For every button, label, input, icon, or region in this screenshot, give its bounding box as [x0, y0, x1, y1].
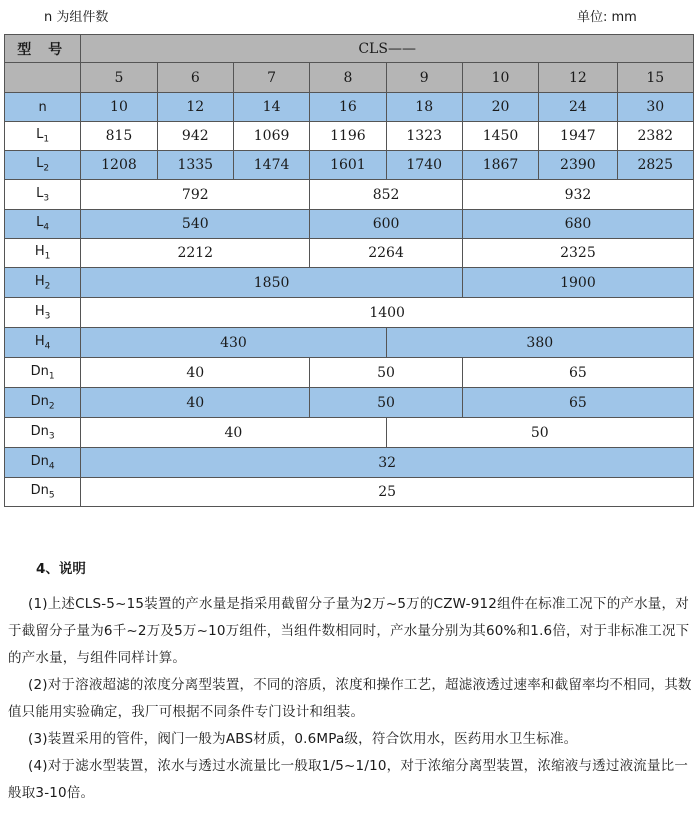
row-Dn5 — [5, 478, 694, 507]
row-label: $Dn_3$ — [5, 418, 81, 448]
cell: 1867 — [462, 151, 538, 180]
model-number: 12 — [539, 63, 617, 93]
cell: 30 — [617, 93, 693, 122]
cell: 1400 — [81, 298, 694, 328]
row-Dn2 — [5, 388, 694, 418]
cell: 24 — [539, 93, 617, 122]
cell: 40 — [81, 358, 310, 388]
cell: 540 — [81, 210, 310, 239]
cell: 430 — [81, 328, 386, 358]
cell: 18 — [386, 93, 462, 122]
cell: 40 — [81, 388, 310, 418]
note-item: (4)对于滤水型装置，浓水与透过水流量比一般取1/5~1/10，对于浓缩分离型装置，浓缩液与透过液流量比一般取3-10倍。 — [8, 758, 689, 801]
model-number: 10 — [462, 63, 538, 93]
cell: 2382 — [617, 122, 693, 151]
model-number: 5 — [81, 63, 157, 93]
cell: 1474 — [233, 151, 309, 180]
cell: 942 — [157, 122, 233, 151]
row-label: $Dn_1$ — [5, 358, 81, 388]
row-L4 — [5, 210, 694, 239]
cell: 20 — [462, 93, 538, 122]
cell: 852 — [310, 180, 463, 210]
note-item: (1)上述CLS-5~15装置的产水量是指采用截留分子量为2万~5万的CZW-912组件在标准工况下的产水量，对于截留分子量为6千~2万及5万~10万组件，当组件数相同时，产水量分别为其60%和1.6倍，对于非标准工况下的产水量，与组件同样计算。 — [8, 596, 690, 666]
model-number: 9 — [386, 63, 462, 93]
cell: 50 — [386, 418, 693, 448]
cell: 2212 — [81, 239, 310, 268]
header-row-models — [5, 63, 694, 93]
row-Dn1 — [5, 358, 694, 388]
note-item: (2)对于溶液超滤的浓度分离型装置，不同的溶质，浓度和操作工艺，超滤液透过速率和截留率均不相同，其数值只能用实验确定，我厂可根据不同条件专门设计和组装。 — [8, 677, 692, 720]
row-label: $Dn_2$ — [5, 388, 81, 418]
model-number: 15 — [617, 63, 693, 93]
model-number: 6 — [157, 63, 233, 93]
series-label: CLS—— — [81, 35, 694, 63]
model-label: 型 号 — [5, 35, 81, 63]
row-label: $L_2$ — [5, 151, 81, 180]
cell: 1900 — [462, 268, 693, 298]
cell: 14 — [233, 93, 309, 122]
component-count-note: n 为组件数 — [44, 10, 109, 25]
cell: 1069 — [233, 122, 309, 151]
cell: 65 — [462, 388, 693, 418]
cell: 1740 — [386, 151, 462, 180]
row-label: $Dn_4$ — [5, 448, 81, 478]
row-label: $L_1$ — [5, 122, 81, 151]
cell: 25 — [81, 478, 694, 507]
row-label: $H_3$ — [5, 298, 81, 328]
cell: 680 — [462, 210, 693, 239]
row-label: $H_1$ — [5, 239, 81, 268]
row-H4 — [5, 328, 694, 358]
row-label: $L_3$ — [5, 180, 81, 210]
spec-table — [4, 34, 694, 507]
cell: 1947 — [539, 122, 617, 151]
model-number: 8 — [310, 63, 386, 93]
row-L3 — [5, 180, 694, 210]
cell: 50 — [310, 388, 463, 418]
empty-cell — [5, 63, 81, 93]
notes-section — [8, 556, 694, 807]
cell: 1208 — [81, 151, 157, 180]
row-H1 — [5, 239, 694, 268]
row-Dn3 — [5, 418, 694, 448]
cell: 932 — [462, 180, 693, 210]
row-label: $H_2$ — [5, 268, 81, 298]
cell: 2264 — [310, 239, 463, 268]
row-label: $L_4$ — [5, 210, 81, 239]
cell: 815 — [81, 122, 157, 151]
row-Dn4 — [5, 448, 694, 478]
cell: 1450 — [462, 122, 538, 151]
cell: 50 — [310, 358, 463, 388]
row-H2 — [5, 268, 694, 298]
cell: 12 — [157, 93, 233, 122]
cell: 40 — [81, 418, 386, 448]
row-label: n — [5, 93, 81, 122]
cell: 2390 — [539, 151, 617, 180]
cell: 1196 — [310, 122, 386, 151]
row-H3 — [5, 298, 694, 328]
row-label: $Dn_5$ — [5, 478, 81, 507]
cell: 1323 — [386, 122, 462, 151]
cell: 16 — [310, 93, 386, 122]
cell: 2825 — [617, 151, 693, 180]
model-number: 7 — [233, 63, 309, 93]
cell: 1335 — [157, 151, 233, 180]
cell: 380 — [386, 328, 693, 358]
row-n — [5, 93, 694, 122]
notes-heading: 4、说明 — [36, 561, 86, 577]
cell: 10 — [81, 93, 157, 122]
row-L2 — [5, 151, 694, 180]
cell: 1850 — [81, 268, 463, 298]
note-item: (3)装置采用的管件，阀门一般为ABS材质，0.6MPa级，符合饮用水，医药用水卫生标准。 — [28, 731, 578, 747]
cell: 2325 — [462, 239, 693, 268]
row-label: $H_4$ — [5, 328, 81, 358]
cell: 32 — [81, 448, 694, 478]
header-row-series — [5, 35, 694, 63]
cell: 600 — [310, 210, 463, 239]
unit-note: 单位: mm — [577, 10, 637, 25]
row-L1 — [5, 122, 694, 151]
cell: 792 — [81, 180, 310, 210]
cell: 65 — [462, 358, 693, 388]
cell: 1601 — [310, 151, 386, 180]
